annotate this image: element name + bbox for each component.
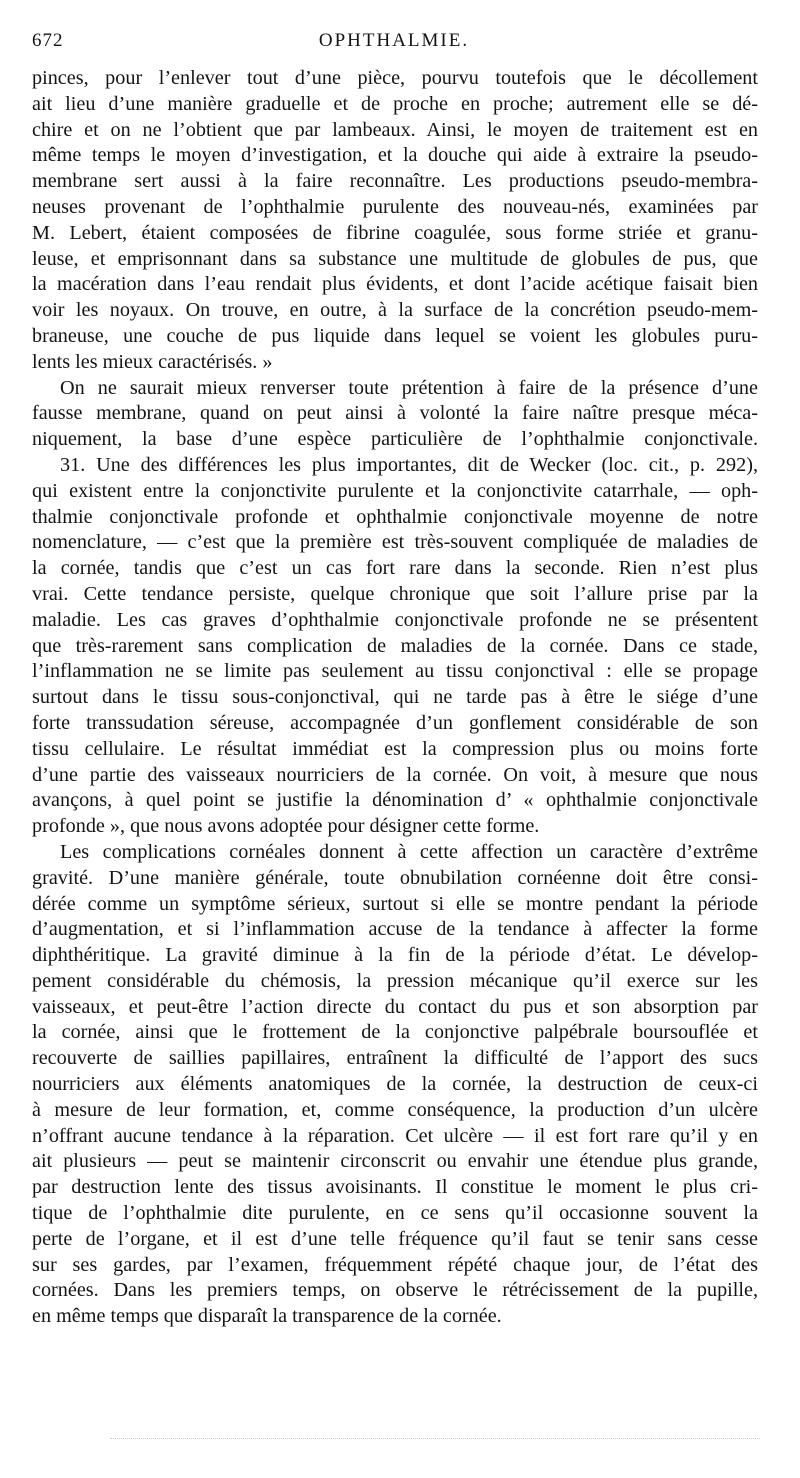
text-line: dérée comme un symptôme sérieux, surtout si elle se montre pendant la période	[32, 892, 758, 915]
text-line: lents les mieux caractérisés. »	[32, 350, 273, 373]
text-line: neuses provenant de l’ophthalmie purulente des nouveau-nés, examinées par	[32, 195, 758, 218]
text-line: 31. Une des différences les plus importantes, dit de Wecker (loc. cit., p. 292),	[60, 453, 758, 476]
text-line: ait plusieurs — peut se maintenir circonscrit ou envahir une étendue plus grande,	[32, 1150, 758, 1173]
text-line: nomenclature, — c’est que la première est très-souvent compliquée de maladies de	[32, 531, 758, 554]
text-line: à mesure de leur formation, et, comme conséquence, la production d’un ulcère	[32, 1098, 758, 1121]
text-line: Les complications cornéales donnent à cette affection un caractère d’extrême	[60, 840, 758, 863]
text-line: pement considérable du chémosis, la pression mécanique qu’il exerce sur les	[32, 969, 758, 992]
text-line: sur ses gardes, par l’examen, fréquemment répété chaque jour, de l’état des	[32, 1253, 758, 1276]
text-line: la cornée, tandis que c’est un cas fort rare dans la seconde. Rien n’est plus	[32, 557, 758, 580]
text-line: tissu cellulaire. Le résultat immédiat est la compression plus ou moins forte	[32, 737, 758, 760]
text-line: nourriciers aux éléments anatomiques de la cornée, la destruction de ceux-ci	[32, 1073, 758, 1096]
text-line: niquement, la base d’une espèce particulière de l’ophthalmie conjonctivale.	[32, 428, 758, 451]
text-line: chire et on ne l’obtient que par lambeaux. Ainsi, le moyen de traitement est en	[32, 118, 758, 141]
text-line: qui existent entre la conjonctivite purulente et la conjonctivite catarrhale, — oph-	[32, 479, 758, 502]
text-line: ait lieu d’une manière graduelle et de proche en proche; autrement elle se dé-	[32, 92, 758, 115]
text-line: diphthéritique. La gravité diminue à la fin de la période d’état. Le dévelop-	[32, 944, 758, 967]
running-title: OPHTHALMIE.	[318, 30, 470, 51]
text-line: maladie. Les cas graves d’ophthalmie conjonctivale profonde ne se présentent	[32, 608, 758, 631]
text-line: gravité. D’une manière générale, toute obnubilation cornéenne doit être consi-	[32, 866, 758, 889]
text-line: membrane sert aussi à la faire reconnaître. Les productions pseudo-membra-	[32, 170, 758, 193]
text-line: surtout dans le tissu sous-conjonctival, qui ne tarde pas à être le siége d’une	[32, 686, 758, 709]
text-line: fausse membrane, quand on peut ainsi à volonté la faire naître presque méca-	[32, 402, 758, 425]
text-line: voir les noyaux. On trouve, en outre, à la surface de la concrétion pseudo-mem-	[32, 299, 758, 322]
text-line: forte transsudation séreuse, accompagnée d’un gonflement considérable de son	[32, 711, 758, 734]
text-line: vrai. Cette tendance persiste, quelque chronique que soit l’allure prise par la	[32, 582, 758, 605]
text-line: la macération dans l’eau rendait plus évidents, et dont l’acide acétique faisait bien	[32, 273, 758, 296]
text-line: que très-rarement sans complication de maladies de la cornée. Dans ce stade,	[32, 634, 758, 657]
text-line: perte de l’organe, et il est d’une telle fréquence qu’il faut se tenir sans cesse	[32, 1227, 758, 1250]
text-line: la cornée, ainsi que le frottement de la conjonctive palpébrale boursouflée et	[32, 1021, 758, 1044]
text-line: par destruction lente des tissus avoisinants. Il constitue le moment le plus cri-	[32, 1176, 758, 1199]
text-line: l’inflammation ne se limite pas seulement au tissu conjonctival : elle se propage	[32, 660, 758, 683]
text-line: recouverte de saillies papillaires, entraînent la difficulté de l’apport des sucs	[32, 1047, 758, 1070]
text-line: profonde », que nous avons adoptée pour désigner cette forme.	[32, 815, 540, 838]
text-line: pinces, pour l’enlever tout d’une pièce, pourvu toutefois que le décollement	[32, 67, 758, 89]
text-line: même temps le moyen d’investigation, et la douche qui aide à extraire la pseudo-	[32, 144, 758, 167]
page-header	[32, 30, 756, 60]
text-line: leuse, et emprisonnant dans sa substance une multitude de globules de pus, que	[32, 247, 758, 270]
text-line: en même temps que disparaît la transparence de la cornée.	[32, 1305, 502, 1328]
body-text	[32, 66, 758, 1330]
text-line: n’offrant aucune tendance à la réparation. Cet ulcère — il est fort rare qu’il y en	[32, 1124, 758, 1147]
text-line: d’une partie des vaisseaux nourriciers de la cornée. On voit, à mesure que nous	[32, 763, 758, 786]
text-line: M. Lebert, étaient composées de fibrine coagulée, sous forme striée et granu-	[32, 221, 758, 244]
text-line: On ne saurait mieux renverser toute prétention à faire de la présence d’une	[60, 376, 758, 399]
page-number: 672	[32, 30, 64, 51]
bottom-scan-marks	[110, 1438, 760, 1441]
text-line: tique de l’ophthalmie dite purulente, en ce sens qu’il occasionne souvent la	[32, 1202, 758, 1225]
text-line: vaisseaux, et peut-être l’action directe du contact du pus et son absorption par	[32, 995, 758, 1018]
text-line: avançons, à quel point se justifie la dénomination d’ « ophthalmie conjonctivale	[32, 789, 758, 812]
text-line: thalmie conjonctivale profonde et ophthalmie conjonctivale moyenne de notre	[32, 505, 758, 528]
text-line: d’augmentation, et si l’inflammation accuse de la tendance à affecter la forme	[32, 918, 758, 941]
text-line: cornées. Dans les premiers temps, on observe le rétrécissement de la pupille,	[32, 1279, 758, 1302]
text-line: braneuse, une couche de pus liquide dans lequel se voient les globules puru-	[32, 324, 758, 347]
